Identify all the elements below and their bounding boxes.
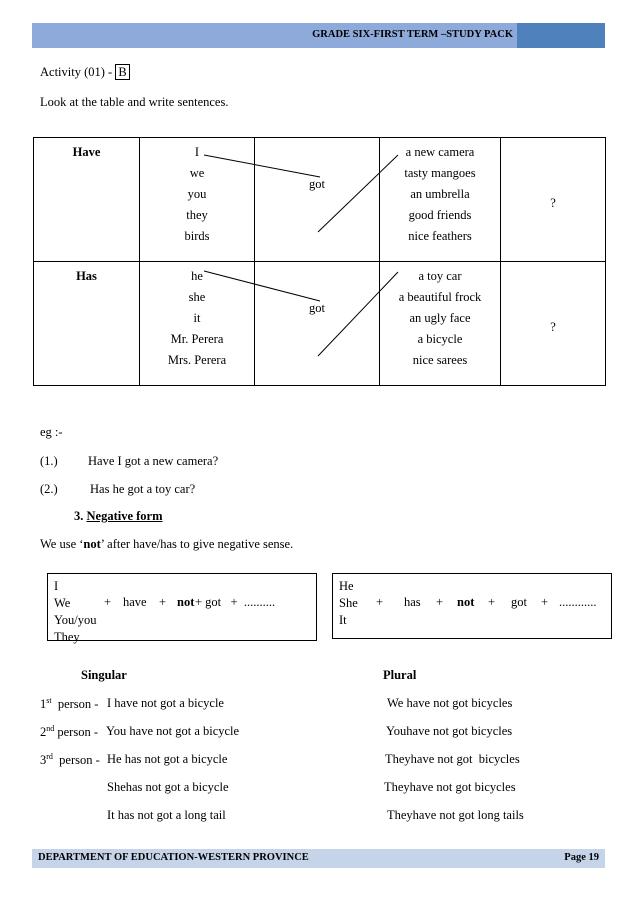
subject: I: [194, 145, 200, 159]
plural-sentence: Theyhave not got bicycles: [384, 780, 516, 794]
not-word: not: [177, 595, 195, 609]
footer-department: DEPARTMENT OF EDUCATION-WESTERN PROVINCE: [38, 852, 309, 863]
object: a new camera: [405, 145, 475, 159]
examples-label: eg :-: [40, 425, 63, 439]
singular-sentence: You have not got a bicycle: [106, 724, 240, 738]
header-title: GRADE SIX-FIRST TERM –STUDY PACK: [312, 29, 513, 40]
verb: got: [309, 301, 325, 315]
pronoun: I: [54, 579, 59, 593]
plus-sign: +: [541, 595, 549, 609]
object: a bicycle: [417, 332, 463, 346]
pronoun: They: [54, 630, 80, 644]
example-text: Has he got a toy car?: [90, 482, 196, 496]
object: a beautiful frock: [398, 290, 482, 304]
section-number: 3.: [74, 509, 84, 523]
pronoun: You/you: [54, 613, 97, 627]
singular-heading: Singular: [81, 668, 127, 682]
example-number: (1.): [40, 454, 58, 468]
connector-line: [204, 155, 320, 177]
subject: he: [191, 269, 203, 283]
formula-rest: + got + ..........: [195, 595, 276, 609]
singular-sentence: I have not got a bicycle: [107, 696, 224, 710]
subject: birds: [184, 229, 210, 243]
plural-sentence: Youhave not got bicycles: [386, 724, 513, 738]
blank-dots: ............: [559, 595, 597, 609]
subject: Mr. Perera: [170, 332, 224, 346]
instruction: Look at the table and write sentences.: [40, 95, 229, 109]
section-heading: [74, 509, 163, 524]
question-mark: ?: [550, 320, 556, 334]
row-head: Has: [76, 269, 97, 283]
activity-letter: B: [115, 64, 129, 80]
subject: it: [193, 311, 201, 325]
negative-note: [40, 537, 293, 552]
pronoun: He: [339, 579, 354, 593]
plural-sentence: Theyhave not got bicycles: [385, 752, 520, 766]
got-word: got: [511, 595, 527, 609]
person-label: 2nd person -: [40, 724, 98, 740]
not-word: not: [457, 595, 475, 609]
object: nice sarees: [412, 353, 468, 367]
connector-line: [318, 272, 398, 356]
plus-sign: +: [104, 595, 112, 609]
plus-sign: +: [159, 595, 167, 609]
subject: you: [187, 187, 207, 201]
pronoun: It: [339, 613, 347, 627]
formula-box-have: [47, 573, 317, 644]
connector-line: [204, 271, 320, 301]
plural-sentence: We have not got bicycles: [387, 696, 513, 710]
note-word: not: [83, 537, 101, 551]
example-text: Have I got a new camera?: [88, 454, 219, 468]
example-number: (2.): [40, 482, 58, 496]
question-mark: ?: [550, 196, 556, 210]
object: tasty mangoes: [404, 166, 476, 180]
have-word: have: [123, 595, 147, 609]
pronoun: She: [339, 596, 358, 610]
person-label: 1st person -: [40, 696, 99, 712]
section-title: Negative form: [86, 509, 163, 523]
verb: got: [309, 177, 325, 191]
subject: Mrs. Perera: [167, 353, 227, 367]
singular-sentence: It has not got a long tail: [107, 808, 226, 822]
plus-sign: +: [376, 595, 384, 609]
note-pre: We use ‘: [40, 537, 84, 551]
subject: they: [186, 208, 208, 222]
pronoun: We: [54, 596, 71, 610]
singular-sentence: Shehas not got a bicycle: [107, 780, 229, 794]
note-post: ’ after have/has to give negative sense.: [100, 537, 294, 551]
object: good friends: [408, 208, 472, 222]
object: a toy car: [418, 269, 462, 283]
page-number: Page 19: [564, 852, 599, 863]
person-label: 3rd person -: [40, 752, 100, 768]
activity-label: Activity (01) -: [40, 65, 116, 79]
subject: we: [189, 166, 205, 180]
object: nice feathers: [408, 229, 472, 243]
row-head: Have: [72, 145, 101, 159]
plus-sign: +: [436, 595, 444, 609]
has-word: has: [404, 595, 421, 609]
plus-sign: +: [488, 595, 496, 609]
formula-box-has: [332, 573, 612, 639]
subject: she: [188, 290, 206, 304]
connector-line: [318, 155, 398, 232]
object: an ugly face: [409, 311, 471, 325]
footer-bar: [32, 849, 605, 868]
object: an umbrella: [410, 187, 470, 201]
singular-sentence: He has not got a bicycle: [107, 752, 228, 766]
plural-heading: Plural: [383, 668, 417, 682]
plural-sentence: Theyhave not got long tails: [387, 808, 524, 822]
